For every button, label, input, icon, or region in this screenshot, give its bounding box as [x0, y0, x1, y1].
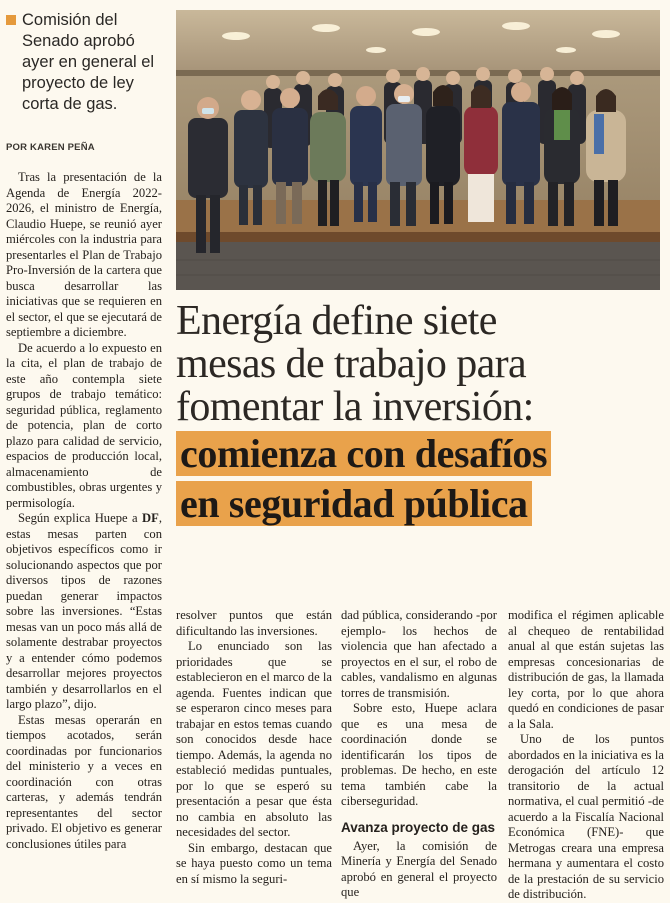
group-photo: [176, 10, 660, 290]
article-column-3: [341, 608, 497, 901]
paragraph-11: modifica el régimen aplicable al chequeo de rentabilidad anual al que están sujetas las empresas concesionarias de distribución de gas, la llamada ley corta, por lo que ahora quedó en condiciones de pasar a la Sala.: [508, 608, 664, 731]
paragraph-2: De acuerdo a lo expuesto en la cita, el plan de trabajo de este año contempla siete grupos de trabajo temático: seguridad pública, reglamento de potencia, plan de corto plazo para calidad de servicio, espacios de producción local, almacenamiento de combustibles, obras urgentes y permisología.: [6, 340, 162, 510]
bullet-square-icon: [6, 15, 16, 25]
article-column-2: [176, 608, 332, 887]
summary-text: Comisión del Senado aprobó ayer en general el proyecto de ley corta de gas.: [22, 11, 155, 113]
paragraph-5: resolver puntos que están dificultando las inversiones.: [176, 608, 332, 638]
paragraph-7: Sin embargo, destacan que se haya puesto como un tema en sí mismo la seguri-: [176, 840, 332, 886]
headline-line-2: mesas de trabajo para: [176, 341, 527, 387]
summary-note: [6, 10, 166, 115]
headline-highlight-2-text: en seguridad pública: [176, 481, 532, 526]
paragraph-10: Ayer, la comisión de Minería y Energía del Senado aprobó en general el proyecto que: [341, 838, 497, 899]
article-column-4: [508, 608, 664, 903]
paragraph-3: [6, 511, 162, 713]
headline: [176, 300, 666, 529]
paragraph-3-rest: , estas mesas parten con objetivos específicos como ir solucionando aspectos que por diversos tipos de razones puedan generar impactos sobre las inversiones. “Estas mesas van un poco más allá de solamente destrabar proyectos y a entender cómo podemos desarrollar mejores proyectos también y desarrollarlos en el largo plazo”, dijo.: [6, 511, 162, 711]
article-column-1: [6, 170, 162, 852]
headline-line-1: Energía define siete: [176, 298, 497, 344]
headline-highlight-1-text: comienza con desafíos: [176, 431, 551, 476]
byline: POR KAREN PEÑA: [6, 142, 95, 153]
headline-line-3: fomentar la inversión:: [176, 384, 534, 430]
paragraph-12: Uno de los puntos abordados en la iniciativa es la derogación del artículo 12 transitorio de la actual normativa, el cual permitió -de acuerdo a la Fiscalía Nacional Económica (FNE)- que Metrogas creara una empresa hermana y aumentara el costo de la prestación de su servicio de distribución.: [508, 732, 664, 901]
meeting-photo-illustration: [176, 10, 660, 290]
paragraph-3-lead: Según explica Huepe a: [18, 511, 143, 525]
sidebar-summary: [6, 10, 166, 115]
headline-highlight-2: [176, 479, 666, 529]
headline-highlight-1: [176, 429, 666, 479]
df-mention: DF: [142, 511, 159, 525]
subheading: Avanza proyecto de gas: [341, 819, 496, 835]
paragraph-8: dad pública, considerando -por ejemplo- los hechos de violencia que han afectado a proyectos en el sur, el robo de cables, vandalismo en algunas torres de transmisión.: [341, 608, 497, 700]
paragraph-4: Estas mesas operarán en tiempos acotados, serán coordinadas por funcionarios del ministerio y a veces en coordinación con otras carteras, y además tendrán representantes del sector privado. El objetivo es generar conclusiones útiles para: [6, 712, 162, 851]
paragraph-6: Lo enunciado son las prioridades que se establecieron en el marco de la agenda. Fuentes indican que se esperaron cinco meses para trabajar en estos temas cuando son conocidos desde hace tiempo. Además, la agenda no estableció medidas puntuales, por lo que se esperó su presentación a pesar que ésta no cambia en absoluto las necesidades del sector.: [176, 639, 332, 839]
paragraph-9: Sobre esto, Huepe aclara que es una mesa de coordinación donde se identificarán los tipos de problemas. De hecho, en este tema también cabe la ciberseguridad.: [341, 701, 497, 808]
paragraph-1: Tras la presentación de la Agenda de Energía 2022-2026, el ministro de Energía, Claudio Huepe, se reunió ayer miércoles con la industria para presentarles el Plan de Trabajo Pro-Inversión de la cartera que busca desarrollar las iniciativas que se requieren en el sector, el que se ejecutará de septiembre a diciembre.: [6, 170, 162, 339]
